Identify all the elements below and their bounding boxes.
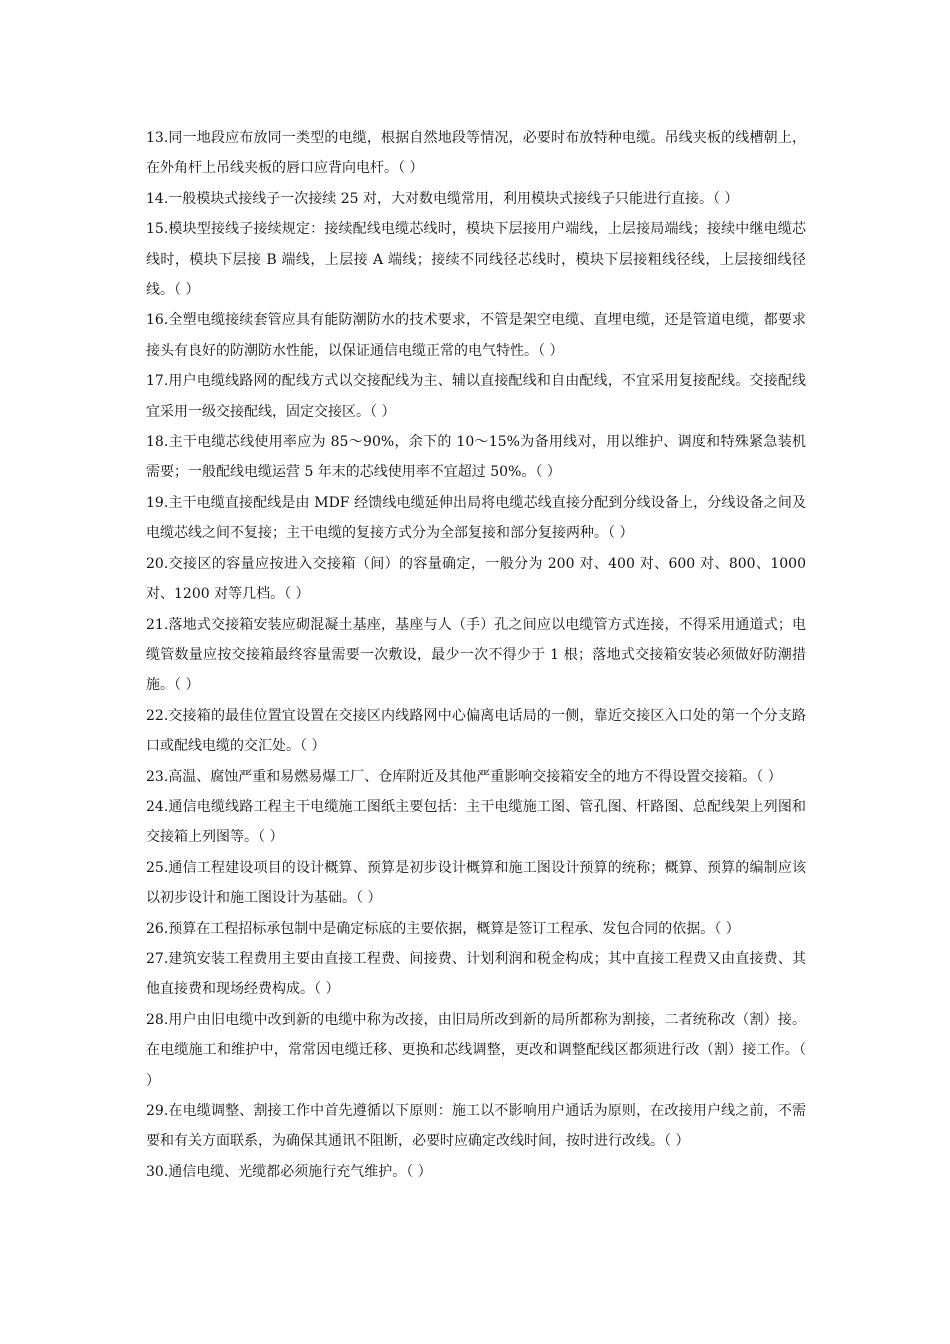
- question-18: 18.主干电缆芯线使用率应为 85～90%，余下的 10～15%为备用线对，用以维护、调度和特殊紧急装机需要；一般配线电缆运营 5 年末的芯线使用率不宜超过 50%。（ ）: [146, 434, 806, 481]
- question-14: 14.一般模块式接线子一次接续 25 对，大对数电缆常用，利用模块式接线子只能进行直接。（ ）: [146, 190, 739, 207]
- question-20: 20.交接区的容量应按进入交接箱（间）的容量确定，一般分为 200 对、400 对、600 对、800、1000 对、1200 对等几档。（ ）: [146, 555, 806, 603]
- question-25: 25.通信工程建设项目的设计概算、预算是初步设计概算和施工图设计预算的统称；概算、预算的编制应该以初步设计和施工图设计为基础。（ ）: [146, 859, 806, 907]
- question-28: 28.用户由旧电缆中改到新的电缆中称为改接，由旧局所改到新的局所都称为割接，二者统称改（割）接。在电缆施工和维护中，常常因电缆迁移、更换和芯线调整，更改和调整配线区都须进行改（割）接工作。（ ）: [146, 1011, 806, 1089]
- question-26: 26.预算在工程招标承包制中是确定标底的主要依据，概算是签订工程承、发包合同的依据。（ ）: [146, 920, 740, 937]
- question-30: 30.通信电缆、光缆都必须施行充气维护。（ ）: [146, 1163, 432, 1180]
- question-27: 27.建筑安装工程费用主要由直接工程费、间接费、计划利润和税金构成；其中直接工程费又由直接费、其他直接费和现场经费构成。（ ）: [146, 950, 806, 998]
- question-13: 13.同一地段应布放同一类型的电缆，根据自然地段等情况，必要时布放特种电缆。吊线夹板的线槽朝上，在外角杆上吊线夹板的唇口应背向电杆。（ ）: [146, 130, 806, 177]
- question-list: [146, 123, 806, 1187]
- question-19: 19.主干电缆直接配线是由 MDF 经馈线电缆延伸出局将电缆芯线直接分配到分线设备上，分线设备之间及电缆芯线之间不复接；主干电缆的复接方式分为全部复接和部分复接两种。（ ）: [146, 494, 806, 542]
- question-29: 29.在电缆调整、割接工作中首先遵循以下原则：施工以不影响用户通话为原则，在改接用户线之前，不需要和有关方面联系，为确保其通讯不阻断，必要时应确定改线时间，按时进行改线。（ ）: [146, 1103, 806, 1150]
- question-23: 23.高温、腐蚀严重和易燃易爆工厂、仓库附近及其他严重影响交接箱安全的地方不得设置交接箱。（ ）: [146, 768, 782, 785]
- question-16: 16.全塑电缆接续套管应具有能防潮防水的技术要求，不管是架空电缆、直埋电缆，还是管道电缆，都要求接头有良好的防潮防水性能，以保证通信电缆正常的电气特性。（ ）: [146, 312, 806, 359]
- question-22: 22.交接箱的最佳位置宜设置在交接区内线路网中心偏离电话局的一侧，靠近交接区入口处的第一个分支路口或配线电缆的交汇处。（ ）: [146, 707, 806, 755]
- question-24: 24.通信电缆线路工程主干电缆施工图纸主要包括：主干电缆施工图、管孔图、杆路图、总配线架上列图和交接箱上列图等。（ ）: [146, 798, 806, 846]
- question-21: 21.落地式交接箱安装应砌混凝土基座，基座与人（手）孔之间应以电缆管方式连接，不得采用通道式；电缆管数量应按交接箱最终容量需要一次敷设，最少一次不得少于 1 根；落地式交接箱安装必须做好防潮措施。（ ）: [146, 616, 806, 694]
- question-17: 17.用户电缆线路网的配线方式以交接配线为主、辅以直接配线和自由配线，不宜采用复接配线。交接配线宜采用一级交接配线，固定交接区。（ ）: [146, 373, 806, 420]
- question-15: 15.模块型接线子接续规定：接续配线电缆芯线时，模块下层接用户端线，上层接局端线；接续中继电缆芯线时，模块下层接 B 端线，上层接 A 端线；接续不同线径芯线时，模块下层接粗线径线，上层接细线径线。（ ）: [146, 221, 806, 299]
